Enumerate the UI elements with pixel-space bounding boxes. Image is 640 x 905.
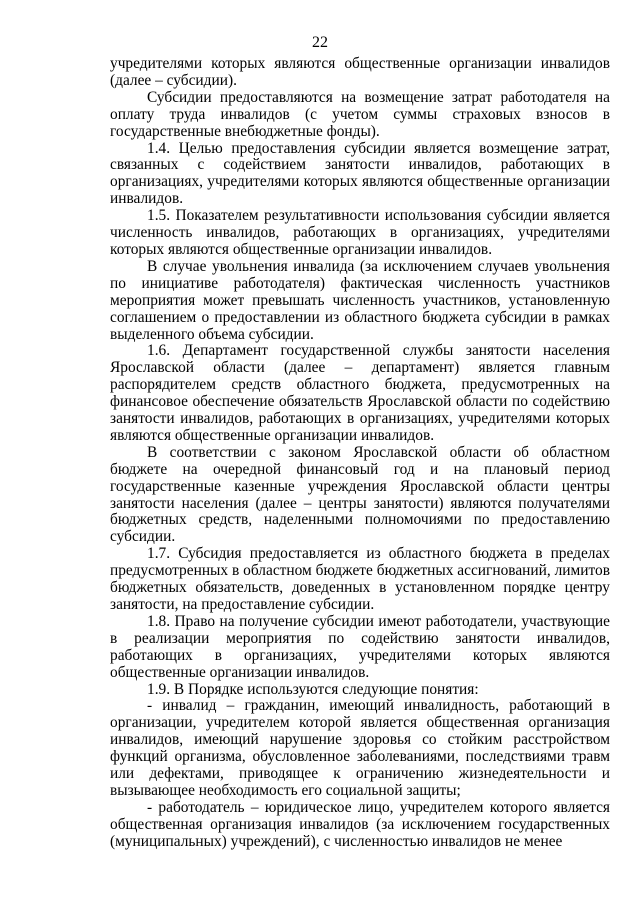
paragraph: 1.4. Целью предоставления субсидии является возмещение затрат, связанных с содействием занятости инвалидов, работающих в организациях, учредителями которых являются общественные организации инвалидов. [110, 139, 610, 208]
paragraph: 1.7. Субсидия предоставляется из областного бюджета в пределах предусмотренных в областном бюджете бюджетных ассигнований, лимитов бюджетных обязательств, доведенных в установленном порядке центру занятости, на предоставление субсидии. [110, 545, 610, 613]
paragraph: В соответствии с законом Ярославской области об областном бюджете на очередной финансовый год и на плановый период государственные казенные учреждения Ярославской области центры занятости населения (далее – центры занятости) являются получателями бюджетных средств, наделенными полномочиями по предоставлению субсидии. [110, 443, 610, 546]
paragraph: 1.9. В Порядке используются следующие понятия: [147, 680, 479, 698]
paragraph: Субсидии предоставляются на возмещение затрат работодателя на оплату труда инвалидов (с учетом суммы страховых взносов в государственные внебюджетные фонды). [110, 88, 610, 140]
paragraph: 1.5. Показателем результативности использования субсидии является численность инвалидов, работающих в организациях, учредителями которых являются общественные организации инвалидов. [110, 207, 610, 258]
document-body [110, 56, 610, 851]
paragraph: 1.6. Департамент государственной службы занятости населения Ярославской области (далее – департамент) является главным распорядителем средств областного бюджета, предусмотренных на финансовое обеспечение обязательств Ярославской области по содействию занятости инвалидов, работающих в организациях, учредителями которых являются общественные организации инвалидов. [110, 342, 610, 444]
page-number: 22 [312, 34, 328, 51]
paragraph: 1.8. Право на получение субсидии имеют работодатели, участвующие в реализации мероприятия по содействию занятости инвалидов, работающих в организациях, учредителями которых являются общественные организации инвалидов. [110, 612, 610, 681]
paragraph: учредителями которых являются общественные организации инвалидов (далее – субсидии). [110, 55, 610, 89]
list-item: - инвалид – гражданин, имеющий инвалидность, работающий в организации, учредителем которой является общественная организация инвалидов, имеющий нарушение здоровья со стойким расстройством функций организма, обусловленное заболеваниями, последствиями травм или дефектами, приводящее к ограничению жизнедеятельности и вызывающее необходимость его социальной защиты; [110, 697, 610, 799]
list-item: - работодатель – юридическое лицо, учредителем которого является общественная организация инвалидов (за исключением государственных (муниципальных) учреждений), с численностью инвалидов не менее [110, 798, 610, 850]
paragraph: В случае увольнения инвалида (за исключением случаев увольнения по инициативе работодателя) фактическая численность участников мероприятия может превышать численность участников, установленную соглашением о предоставлении из областного бюджета субсидии в рамках выделенного объема субсидии. [110, 257, 610, 343]
